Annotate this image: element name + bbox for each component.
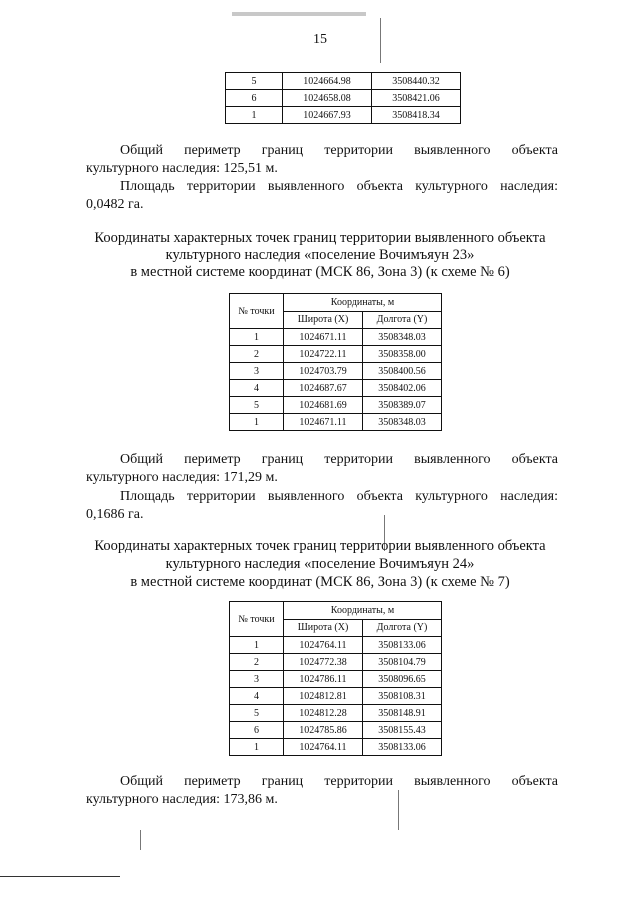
- column-header-longitude: Долгота (Y): [363, 619, 442, 637]
- area-text: Площадь территории выявленного объекта культурного наследия:: [120, 489, 558, 504]
- table-row: [230, 346, 442, 363]
- latitude-value: 1024658.08: [283, 90, 372, 107]
- coordinates-table-continued: [225, 72, 461, 124]
- perimeter-text: культурного наследия: 125,51 м.: [86, 161, 278, 176]
- table-row: [230, 363, 442, 380]
- point-number: 5: [226, 73, 283, 90]
- column-header-longitude: Долгота (Y): [363, 311, 442, 329]
- section-heading: культурного наследия «поселение Вочимъяун 24»: [165, 556, 475, 572]
- latitude-value: 1024667.93: [283, 107, 372, 124]
- latitude-value: 1024671.11: [284, 414, 363, 431]
- column-header-latitude: Широта (X): [284, 619, 363, 637]
- longitude-value: 3508421.06: [372, 90, 461, 107]
- table-row: [230, 414, 442, 431]
- latitude-value: 1024764.11: [284, 637, 363, 654]
- perimeter-text: Общий периметр границ территории выявленного объекта: [120, 774, 558, 789]
- table-row: [230, 654, 442, 671]
- scan-line: [140, 830, 141, 850]
- longitude-value: 3508096.65: [363, 671, 442, 688]
- column-header-coordinates: Координаты, м: [284, 602, 442, 620]
- point-number: 1: [226, 107, 283, 124]
- point-number: 2: [230, 346, 284, 363]
- perimeter-text: Общий периметр границ территории выявленного объекта: [120, 452, 558, 467]
- point-number: 5: [230, 397, 284, 414]
- table-row: [230, 380, 442, 397]
- latitude-value: 1024764.11: [284, 739, 363, 756]
- area-text: 0,0482 га.: [86, 197, 144, 212]
- area-text: Площадь территории выявленного объекта культурного наследия:: [120, 179, 558, 194]
- scan-edge-line: [0, 876, 120, 877]
- latitude-value: 1024664.98: [283, 73, 372, 90]
- section-heading: в местной системе координат (МСК 86, Зона 3) (к схеме № 6): [130, 264, 510, 280]
- table-row: [226, 107, 461, 124]
- table-row: [230, 671, 442, 688]
- section-heading: в местной системе координат (МСК 86, Зона 3) (к схеме № 7): [130, 574, 510, 590]
- longitude-value: 3508400.56: [363, 363, 442, 380]
- section-heading: культурного наследия «поселение Вочимъяун 23»: [165, 247, 475, 263]
- latitude-value: 1024812.81: [284, 688, 363, 705]
- point-number: 6: [226, 90, 283, 107]
- longitude-value: 3508440.32: [372, 73, 461, 90]
- page-number: 15: [313, 32, 327, 47]
- perimeter-text: Общий периметр границ территории выявленного объекта: [120, 143, 558, 158]
- latitude-value: 1024681.69: [284, 397, 363, 414]
- latitude-value: 1024785.86: [284, 722, 363, 739]
- point-number: 6: [230, 722, 284, 739]
- point-number: 3: [230, 671, 284, 688]
- table-row: [230, 637, 442, 654]
- longitude-value: 3508348.03: [363, 414, 442, 431]
- table-row: [230, 329, 442, 346]
- longitude-value: 3508418.34: [372, 107, 461, 124]
- point-number: 1: [230, 637, 284, 654]
- table-row: [230, 688, 442, 705]
- latitude-value: 1024703.79: [284, 363, 363, 380]
- longitude-value: 3508358.00: [363, 346, 442, 363]
- latitude-value: 1024687.67: [284, 380, 363, 397]
- point-number: 1: [230, 414, 284, 431]
- latitude-value: 1024786.11: [284, 671, 363, 688]
- perimeter-text: культурного наследия: 171,29 м.: [86, 470, 278, 485]
- longitude-value: 3508402.06: [363, 380, 442, 397]
- column-header-point: № точки: [230, 602, 284, 637]
- section-heading: Координаты характерных точек границ территории выявленного объекта: [94, 538, 546, 554]
- area-text: 0,1686 га.: [86, 507, 144, 522]
- table-row: [230, 397, 442, 414]
- longitude-value: 3508133.06: [363, 739, 442, 756]
- table-row: [230, 705, 442, 722]
- longitude-value: 3508389.07: [363, 397, 442, 414]
- latitude-value: 1024772.38: [284, 654, 363, 671]
- latitude-value: 1024671.11: [284, 329, 363, 346]
- point-number: 5: [230, 705, 284, 722]
- longitude-value: 3508133.06: [363, 637, 442, 654]
- point-number: 3: [230, 363, 284, 380]
- point-number: 1: [230, 739, 284, 756]
- longitude-value: 3508348.03: [363, 329, 442, 346]
- latitude-value: 1024812.28: [284, 705, 363, 722]
- longitude-value: 3508108.31: [363, 688, 442, 705]
- perimeter-text: культурного наследия: 173,86 м.: [86, 792, 278, 807]
- longitude-value: 3508148.91: [363, 705, 442, 722]
- point-number: 4: [230, 688, 284, 705]
- column-header-latitude: Широта (X): [284, 311, 363, 329]
- point-number: 2: [230, 654, 284, 671]
- column-header-coordinates: Координаты, м: [284, 294, 442, 312]
- point-number: 4: [230, 380, 284, 397]
- column-header-point: № точки: [230, 294, 284, 329]
- coordinates-table: [229, 293, 442, 431]
- scan-smudge: [232, 12, 366, 16]
- coordinates-table: [229, 601, 442, 756]
- table-row: [230, 722, 442, 739]
- table-row: [226, 90, 461, 107]
- longitude-value: 3508104.79: [363, 654, 442, 671]
- table-row: [226, 73, 461, 90]
- point-number: 1: [230, 329, 284, 346]
- section-heading: Координаты характерных точек границ территории выявленного объекта: [94, 230, 546, 246]
- table-row: [230, 739, 442, 756]
- longitude-value: 3508155.43: [363, 722, 442, 739]
- latitude-value: 1024722.11: [284, 346, 363, 363]
